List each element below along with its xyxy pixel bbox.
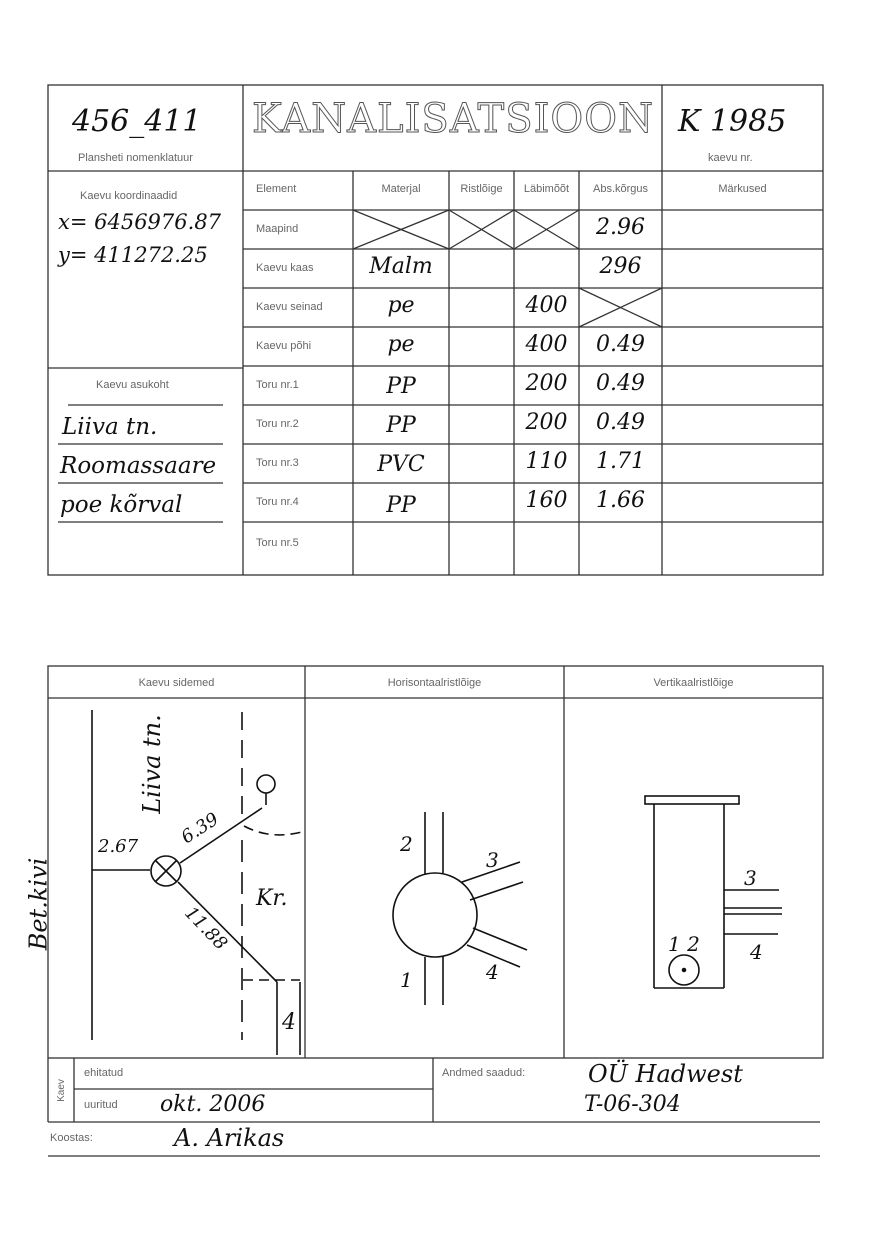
data-source-value-2: T-06-304 (584, 1092, 681, 1117)
well-number-label: kaevu nr. (708, 152, 753, 164)
street-top-label: Liiva tn. (137, 714, 166, 814)
compiler-label: Koostas: (50, 1132, 93, 1144)
dist-left-label: 2.67 (98, 836, 139, 857)
dist-corner-label: 11.88 (180, 902, 232, 955)
row-diameter: 110 (525, 449, 568, 474)
row-element: Toru nr.4 (256, 496, 299, 508)
row-element: Kaevu seinad (256, 301, 323, 313)
row-diameter: 400 (525, 293, 568, 318)
nomenclature-label: Plansheti nomenklatuur (78, 152, 193, 164)
col-header-height: Abs.kõrgus (592, 183, 649, 195)
location-label: Kaevu asukoht (96, 379, 169, 391)
well-side-label: Kaev (55, 1079, 67, 1102)
surveyed-value: okt. 2006 (160, 1092, 266, 1117)
built-label: ehitatud (84, 1067, 124, 1079)
row-diameter: 400 (525, 332, 568, 357)
row-element: Kaevu kaas (256, 262, 314, 274)
panel-title-horizontal: Horisontaalristlõige (387, 677, 482, 689)
row-height: 0.49 (596, 332, 645, 357)
compiler-value: A. Arikas (174, 1124, 285, 1152)
street-left-label: Bet.kivi (24, 857, 53, 951)
row-material: pe (387, 293, 415, 318)
h-pipe-3-label: 3 (486, 848, 499, 872)
coordinate-y: y= 411272.25 (58, 243, 208, 267)
row-material: PP (386, 374, 416, 399)
v-pipes-12-label: 1 2 (668, 932, 700, 956)
horizontal-section-sketch (393, 812, 527, 1005)
col-header-cross: Ristlõige (460, 183, 503, 195)
location-line-2: Roomassaare (60, 453, 217, 479)
row-height: 1.66 (596, 488, 645, 513)
row-element: Toru nr.3 (256, 457, 299, 469)
h-pipe-1-label: 1 (400, 968, 413, 992)
location-line-1: Liiva tn. (62, 414, 158, 440)
ties-sketch (92, 710, 302, 1055)
location-line-3: poe kõrval (60, 492, 183, 518)
row-height: 2.96 (596, 215, 645, 240)
panel-title-vertical: Vertikaalristlõige (653, 677, 734, 689)
dist-tree-label: 6.39 (177, 808, 223, 849)
row-height: 296 (599, 254, 642, 279)
building-label: Kr. (256, 886, 288, 911)
well-number-value: K 1985 (678, 104, 787, 139)
page-title: KANALISATSIOON (252, 96, 654, 142)
row-height: 0.49 (596, 410, 645, 435)
h-pipe-2-label: 2 (400, 832, 413, 856)
row-material: pe (387, 332, 415, 357)
col-header-diameter: Läbimõõt (523, 183, 570, 195)
surveyed-label: uuritud (84, 1099, 118, 1111)
row-material: Malm (369, 254, 433, 279)
row-height: 1.71 (596, 449, 645, 474)
col-header-notes: Märkused (718, 183, 767, 195)
data-source-value-1: OÜ Hadwest (588, 1060, 743, 1088)
row-material: PP (386, 413, 416, 438)
row-element: Toru nr.2 (256, 418, 299, 430)
panel-title-ties: Kaevu sidemed (138, 677, 215, 689)
row-element: Maapind (256, 223, 299, 235)
row-element: Toru nr.5 (256, 537, 299, 549)
nomenclature-value: 456_411 (72, 104, 202, 139)
coordinate-x: x= 6456976.87 (58, 210, 222, 234)
h-pipe-4-label: 4 (486, 960, 499, 984)
row-diameter: 200 (525, 371, 568, 396)
row-element: Kaevu põhi (256, 340, 312, 352)
row-element: Toru nr.1 (256, 379, 299, 391)
coordinates-label: Kaevu koordinaadid (80, 190, 178, 202)
v-pipe-4-label: 4 (750, 940, 763, 964)
data-source-label: Andmed saadud: (442, 1067, 526, 1079)
row-material: PP (386, 493, 416, 518)
row-diameter: 160 (525, 488, 568, 513)
col-header-element: Element (256, 183, 297, 195)
row-diameter: 200 (525, 410, 568, 435)
row-height: 0.49 (596, 371, 645, 396)
row-material: PVC (377, 452, 425, 477)
col-header-material: Materjal (381, 183, 421, 195)
pipe-4-label: 4 (282, 1010, 296, 1035)
v-pipe-3-label: 3 (744, 866, 757, 890)
